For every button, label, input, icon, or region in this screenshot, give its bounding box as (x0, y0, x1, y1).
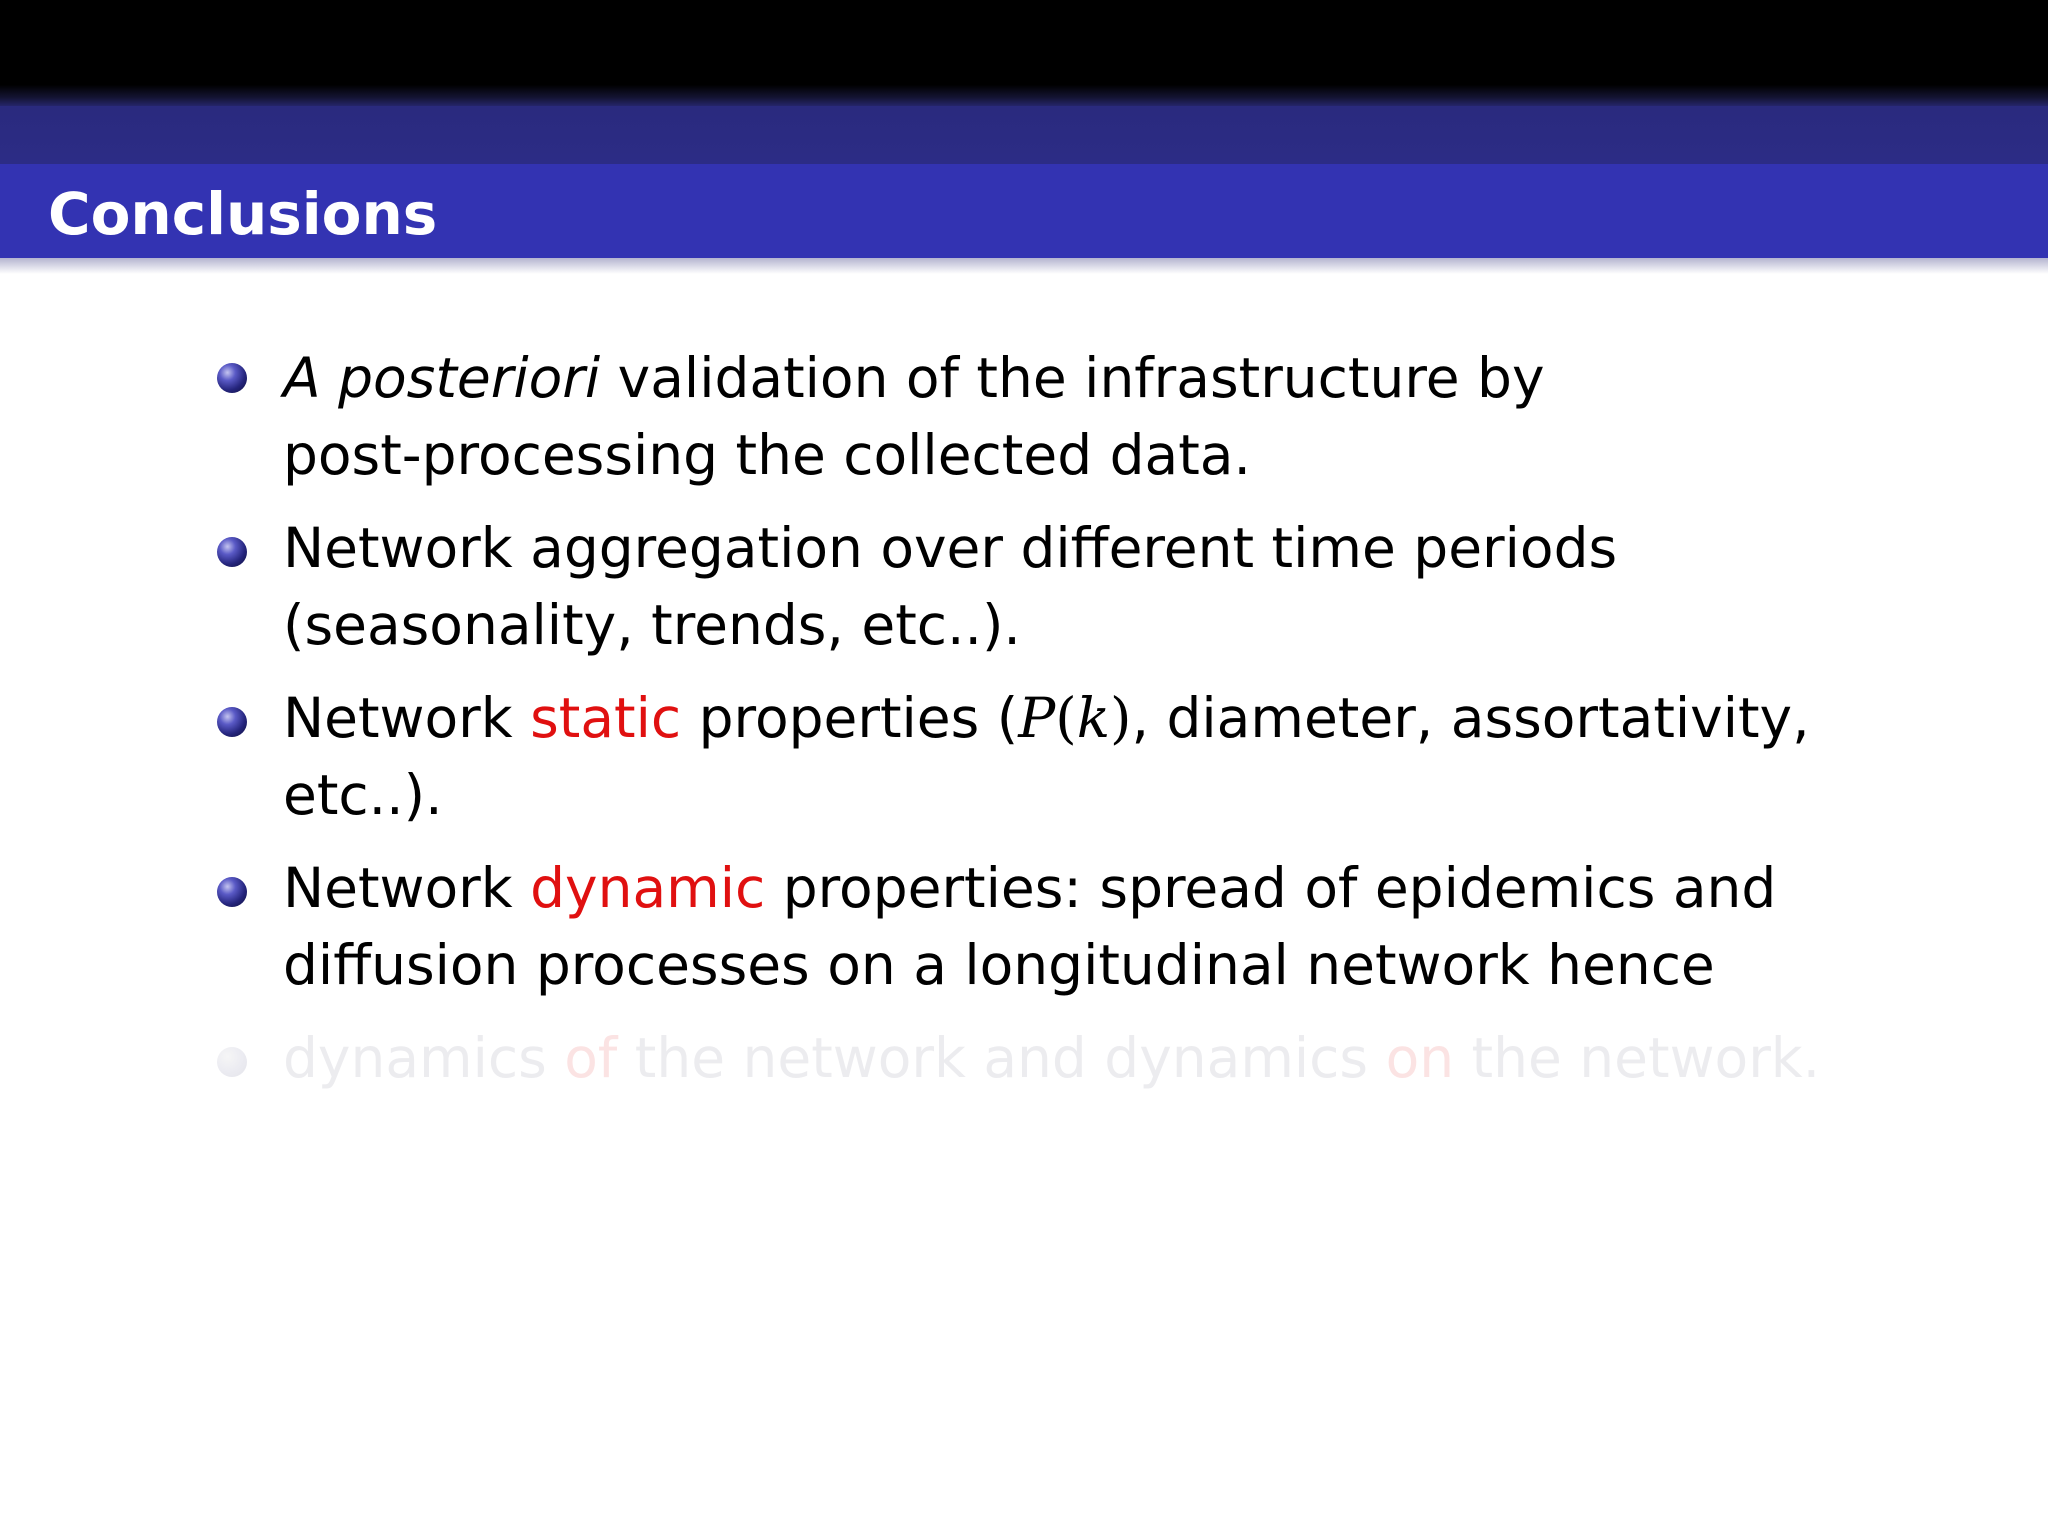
text-run: properties: spread of epidemics and (765, 856, 1777, 920)
math-paren: ) (1110, 686, 1132, 750)
alert-text: of (564, 1026, 618, 1090)
bullet-text (283, 850, 1843, 1004)
bullet-line (283, 850, 1843, 927)
sphere-bullet-icon (217, 707, 247, 737)
text-run: validation of the infrastructure by (600, 346, 1545, 410)
bullet-text (283, 340, 1843, 494)
bullet-text (283, 510, 1843, 664)
alert-text: on (1385, 1026, 1455, 1090)
text-run: , diameter, assortativity, (1131, 686, 1810, 750)
bullet-line: diffusion processes on a longitudinal network hence (283, 933, 1715, 997)
bullet-line (283, 340, 1843, 417)
text-run: properties ( (681, 686, 1019, 750)
bullet-line (283, 1020, 1843, 1097)
bullet-line: Network aggregation over different time periods (283, 516, 1618, 580)
sphere-bullet-icon (217, 363, 247, 393)
text-run: Network (283, 686, 531, 750)
bullet-line: etc..). (283, 763, 443, 827)
text-run: the network. (1454, 1026, 1821, 1090)
alert-text: static (530, 686, 682, 750)
emphasis-text: A posteriori (283, 346, 601, 410)
bullet-text (283, 680, 1843, 834)
sphere-bullet-icon (217, 877, 247, 907)
sphere-bullet-icon (217, 1047, 247, 1077)
math-paren: ( (1055, 686, 1077, 750)
math-expression (1018, 686, 1131, 750)
frame-title: Conclusions (48, 180, 438, 248)
bullet-line (283, 680, 1843, 757)
bullet-line: (seasonality, trends, etc..). (283, 593, 1021, 657)
bullet-line: post-processing the collected data. (283, 423, 1251, 487)
text-run: Network (283, 856, 531, 920)
text-run: the network and dynamics (617, 1026, 1386, 1090)
text-run: dynamics (283, 1026, 565, 1090)
math-variable: k (1076, 686, 1111, 750)
math-variable: P (1018, 686, 1056, 750)
alert-text: dynamic (530, 856, 766, 920)
sphere-bullet-icon (217, 537, 247, 567)
bullet-text (283, 1020, 1843, 1097)
